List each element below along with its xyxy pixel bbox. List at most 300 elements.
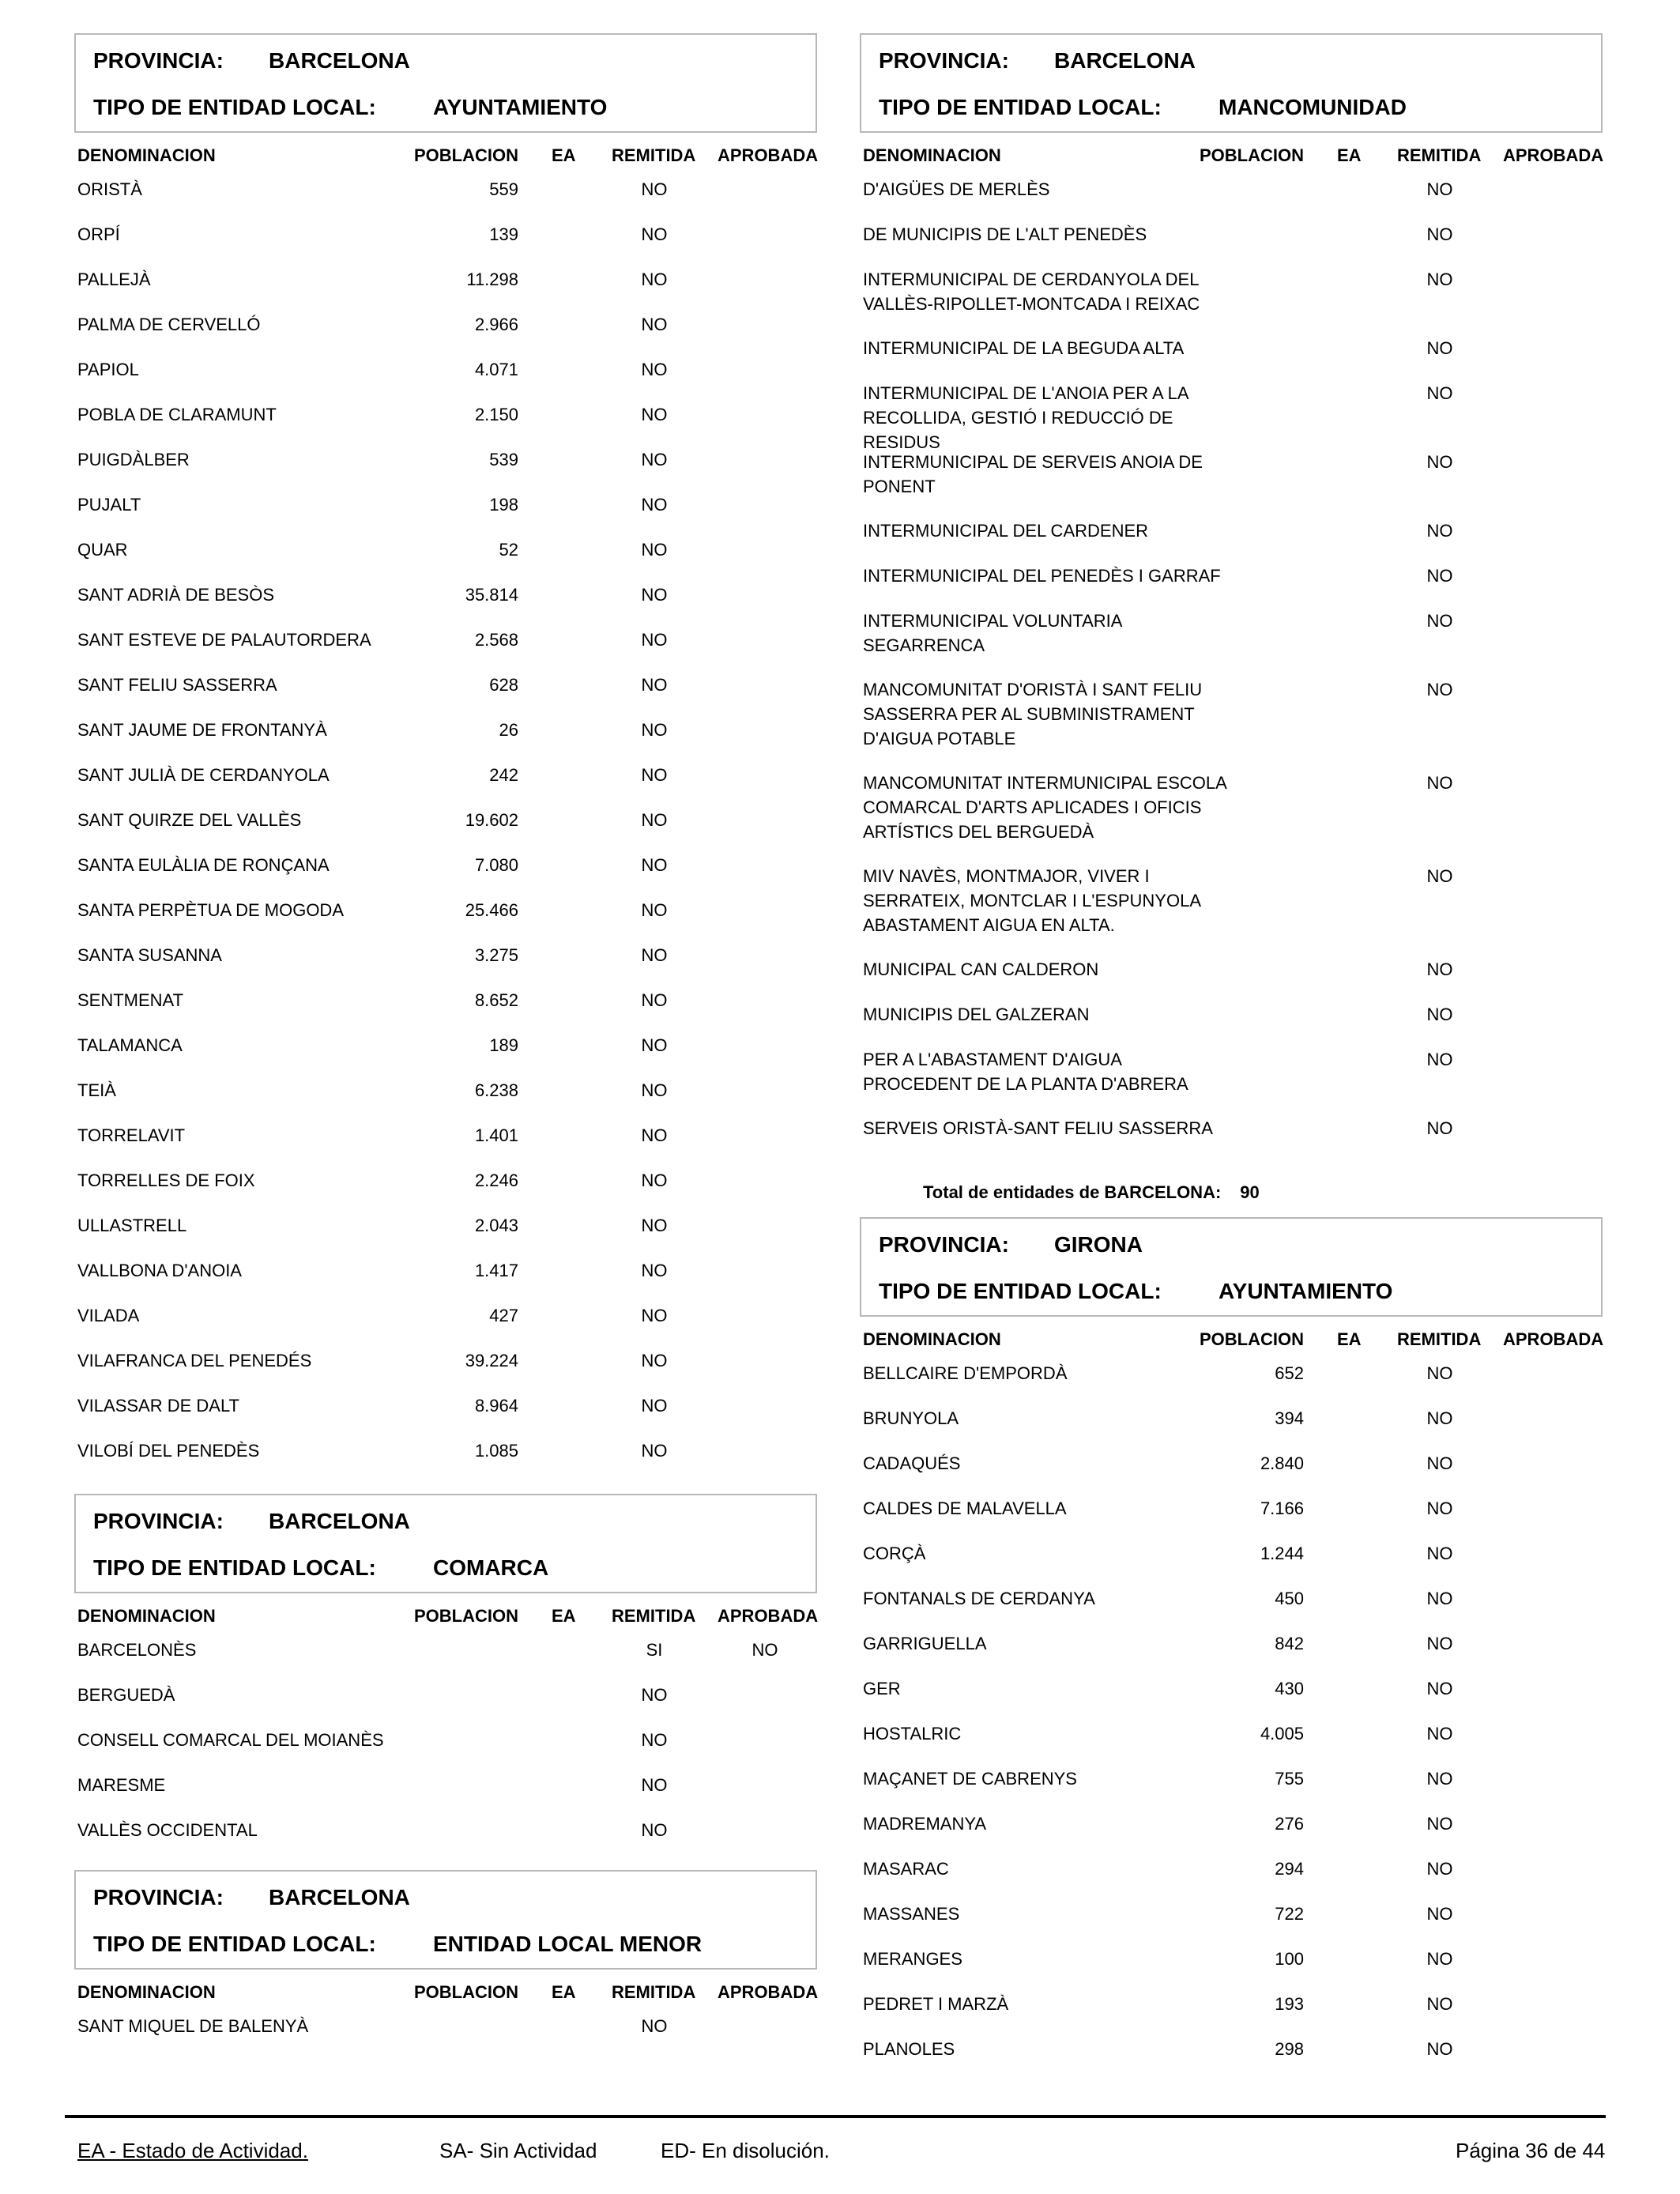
poblacion-cell: 539 bbox=[489, 450, 518, 469]
denominacion-cell: INTERMUNICIPAL VOLUNTARIA SEGARRENCA bbox=[863, 611, 1122, 655]
col-denominacion: DENOMINACION bbox=[863, 145, 1001, 165]
denominacion-cell: SANT ESTEVE DE PALAUTORDERA bbox=[77, 630, 371, 650]
provincia-value: BARCELONA bbox=[269, 1509, 410, 1533]
section-3 bbox=[860, 33, 1606, 1161]
remitida-cell: NO bbox=[1426, 959, 1453, 979]
denominacion-cell: PUIGDÀLBER bbox=[77, 450, 190, 469]
table-row bbox=[74, 1638, 820, 1683]
poblacion-cell: 276 bbox=[1275, 1814, 1304, 1834]
provincia-value: GIRONA bbox=[1054, 1232, 1143, 1257]
table-row bbox=[74, 1728, 820, 1773]
denominacion-cell: MASARAC bbox=[863, 1859, 949, 1879]
col-aprobada: APROBADA bbox=[718, 145, 819, 165]
table-row bbox=[74, 1303, 820, 1348]
table-row bbox=[860, 609, 1606, 677]
footer-sa-legend: SA- Sin Actividad bbox=[439, 2139, 597, 2162]
col-remitida: REMITIDA bbox=[612, 145, 696, 165]
provincia-value: BARCELONA bbox=[269, 48, 410, 73]
footer-ea-legend: EA - Estado de Actividad. bbox=[77, 2139, 308, 2162]
section-2 bbox=[74, 1870, 820, 2059]
tipo-entidad-label: TIPO DE ENTIDAD LOCAL: bbox=[879, 95, 1162, 119]
remitida-cell: NO bbox=[1426, 383, 1453, 403]
denominacion-cell: MIV NAVÈS, MONTMAJOR, VIVER I SERRATEIX, MONTCLAR I L'ESPUNYOLA ABASTAMENT AIGUA EN ALTA. bbox=[863, 866, 1200, 935]
col-ea: EA bbox=[1337, 1329, 1362, 1349]
table-row bbox=[74, 222, 820, 267]
provincia-value: BARCELONA bbox=[1054, 48, 1196, 73]
remitida-cell: NO bbox=[641, 450, 668, 469]
denominacion-cell: VILAFRANCA DEL PENEDÉS bbox=[77, 1351, 312, 1370]
table-row bbox=[74, 808, 820, 853]
denominacion-cell: MANCOMUNITAT D'ORISTÀ I SANT FELIU SASSERRA PER AL SUBMINISTRAMENT D'AIGUA POTABLE bbox=[863, 680, 1203, 748]
col-ea: EA bbox=[552, 145, 576, 165]
remitida-cell: NO bbox=[1426, 1814, 1453, 1834]
denominacion-cell: CONSELL COMARCAL DEL MOIANÈS bbox=[77, 1730, 384, 1750]
table-row bbox=[74, 1393, 820, 1438]
remitida-cell: NO bbox=[641, 990, 668, 1010]
table-rows bbox=[860, 1361, 1606, 2082]
col-denominacion: DENOMINACION bbox=[77, 145, 216, 165]
denominacion-cell: CADAQUÉS bbox=[863, 1453, 961, 1473]
denominacion-cell: INTERMUNICIPAL DE CERDANYOLA DEL VALLÈS-RIPOLLET-MONTCADA I REIXAC bbox=[863, 270, 1200, 314]
remitida-cell: NO bbox=[1426, 1498, 1453, 1518]
table-row bbox=[860, 1047, 1606, 1116]
poblacion-cell: 1.244 bbox=[1260, 1544, 1304, 1563]
poblacion-cell: 430 bbox=[1275, 1679, 1304, 1698]
col-poblacion: POBLACION bbox=[1200, 1329, 1304, 1349]
denominacion-cell: DE MUNICIPIS DE L'ALT PENEDÈS bbox=[863, 224, 1147, 244]
remitida-cell: NO bbox=[641, 1351, 668, 1370]
poblacion-cell: 139 bbox=[489, 224, 518, 244]
remitida-cell: SI bbox=[646, 1640, 663, 1660]
table-row bbox=[860, 177, 1606, 222]
table-row bbox=[860, 1676, 1606, 1721]
poblacion-cell: 2.150 bbox=[474, 405, 518, 424]
remitida-cell: NO bbox=[641, 360, 668, 379]
denominacion-cell: INTERMUNICIPAL DEL CARDENER bbox=[863, 521, 1149, 541]
section-header bbox=[860, 1217, 1603, 1317]
tipo-entidad-label: TIPO DE ENTIDAD LOCAL: bbox=[93, 1932, 376, 1956]
table-row bbox=[74, 1348, 820, 1393]
table-row bbox=[74, 718, 820, 763]
remitida-cell: NO bbox=[1426, 680, 1453, 699]
denominacion-cell: MANCOMUNITAT INTERMUNICIPAL ESCOLA COMARCAL D'ARTS APLICADES I OFICIS ARTÍSTICS DEL BERGUEDÀ bbox=[863, 773, 1226, 842]
poblacion-cell: 198 bbox=[489, 495, 518, 515]
table-row bbox=[74, 537, 820, 582]
provincia-label: PROVINCIA: bbox=[93, 1885, 224, 1909]
denominacion-cell: HOSTALRIC bbox=[863, 1724, 962, 1744]
poblacion-cell: 242 bbox=[489, 765, 518, 785]
remitida-cell: NO bbox=[641, 720, 668, 740]
poblacion-cell: 52 bbox=[499, 540, 518, 560]
remitida-cell: NO bbox=[1426, 1904, 1453, 1924]
col-remitida: REMITIDA bbox=[1397, 145, 1482, 165]
denominacion-cell: MASSANES bbox=[863, 1904, 960, 1924]
table-row bbox=[860, 1857, 1606, 1902]
table-row bbox=[860, 1992, 1606, 2037]
tipo-entidad-value: COMARCA bbox=[433, 1555, 549, 1580]
tipo-entidad-value: MANCOMUNIDAD bbox=[1219, 95, 1407, 119]
remitida-cell: NO bbox=[1426, 1949, 1453, 1969]
table-row bbox=[860, 1721, 1606, 1766]
col-aprobada: APROBADA bbox=[718, 1606, 819, 1626]
denominacion-cell: VILADA bbox=[77, 1306, 140, 1325]
remitida-cell: NO bbox=[641, 585, 668, 605]
denominacion-cell: PAPIOL bbox=[77, 360, 139, 379]
denominacion-cell: D'AIGÜES DE MERLÈS bbox=[863, 179, 1050, 199]
table-row bbox=[860, 1406, 1606, 1451]
remitida-cell: NO bbox=[1426, 1994, 1453, 2014]
denominacion-cell: BARCELONÈS bbox=[77, 1640, 197, 1660]
table-row bbox=[860, 677, 1606, 771]
table-rows bbox=[74, 177, 820, 1483]
table-row bbox=[74, 1818, 820, 1863]
table-row bbox=[860, 957, 1606, 1002]
denominacion-cell: GER bbox=[863, 1679, 901, 1698]
remitida-cell: NO bbox=[641, 675, 668, 695]
remitida-cell: NO bbox=[641, 1261, 668, 1280]
denominacion-cell: SANTA SUSANNA bbox=[77, 945, 222, 965]
table-row bbox=[74, 943, 820, 988]
poblacion-cell: 7.166 bbox=[1260, 1498, 1304, 1518]
remitida-cell: NO bbox=[641, 855, 668, 875]
col-poblacion: POBLACION bbox=[414, 145, 518, 165]
denominacion-cell: VILASSAR DE DALT bbox=[77, 1396, 239, 1416]
remitida-cell: NO bbox=[641, 2016, 668, 2036]
col-aprobada: APROBADA bbox=[1503, 1329, 1604, 1349]
denominacion-cell: PLANOLES bbox=[863, 2039, 955, 2059]
remitida-cell: NO bbox=[1426, 338, 1453, 358]
table-row bbox=[860, 1766, 1606, 1811]
table-row bbox=[74, 267, 820, 312]
remitida-cell: NO bbox=[1426, 773, 1453, 793]
table-row bbox=[860, 1811, 1606, 1857]
poblacion-cell: 2.568 bbox=[474, 630, 518, 650]
denominacion-cell: SANT QUIRZE DEL VALLÈS bbox=[77, 810, 302, 830]
denominacion-cell: TORRELAVIT bbox=[77, 1125, 186, 1145]
denominacion-cell: SANT FELIU SASSERRA bbox=[77, 675, 277, 695]
poblacion-cell: 4.005 bbox=[1260, 1724, 1304, 1744]
poblacion-cell: 755 bbox=[1275, 1769, 1304, 1789]
table-row bbox=[860, 1631, 1606, 1676]
denominacion-cell: CORÇÀ bbox=[863, 1544, 926, 1563]
table-row bbox=[860, 1116, 1606, 1161]
remitida-cell: NO bbox=[1426, 1859, 1453, 1879]
denominacion-cell: BERGUEDÀ bbox=[77, 1685, 175, 1705]
table-row bbox=[860, 1902, 1606, 1947]
poblacion-cell: 189 bbox=[489, 1035, 518, 1055]
poblacion-cell: 2.246 bbox=[474, 1171, 518, 1190]
footer-rule bbox=[65, 2115, 1606, 2118]
aprobada-cell: NO bbox=[751, 1640, 778, 1660]
table-row bbox=[860, 1002, 1606, 1047]
table-row bbox=[74, 447, 820, 492]
denominacion-cell: SANTA PERPÈTUA DE MOGODA bbox=[77, 900, 344, 920]
provincia-label: PROVINCIA: bbox=[93, 1509, 224, 1533]
table-row bbox=[74, 492, 820, 537]
poblacion-cell: 1.417 bbox=[474, 1261, 518, 1280]
poblacion-cell: 39.224 bbox=[465, 1351, 518, 1370]
remitida-cell: NO bbox=[641, 1035, 668, 1055]
provincia-label: PROVINCIA: bbox=[93, 48, 224, 73]
table-row bbox=[74, 898, 820, 943]
remitida-cell: NO bbox=[641, 1775, 668, 1795]
table-row bbox=[74, 1258, 820, 1303]
table-row bbox=[74, 1438, 820, 1483]
table-row bbox=[860, 771, 1606, 864]
col-remitida: REMITIDA bbox=[612, 1982, 696, 2002]
remitida-cell: NO bbox=[1426, 1634, 1453, 1653]
section-header bbox=[74, 1870, 817, 1970]
table-row bbox=[74, 1773, 820, 1818]
table-row bbox=[74, 1168, 820, 1213]
table-row bbox=[860, 336, 1606, 381]
denominacion-cell: INTERMUNICIPAL DE L'ANOIA PER A LA RECOLLIDA, GESTIÓ I REDUCCIÓ DE RESIDUS bbox=[863, 383, 1188, 452]
footer-ed-legend: ED- En disolución. bbox=[661, 2139, 830, 2162]
denominacion-cell: MUNICIPAL CAN CALDERON bbox=[863, 959, 1099, 979]
denominacion-cell: MARESME bbox=[77, 1775, 166, 1795]
poblacion-cell: 193 bbox=[1275, 1994, 1304, 2014]
table-row bbox=[860, 222, 1606, 267]
tipo-entidad-label: TIPO DE ENTIDAD LOCAL: bbox=[879, 1279, 1162, 1303]
remitida-cell: NO bbox=[641, 1306, 668, 1325]
col-poblacion: POBLACION bbox=[1200, 145, 1304, 165]
denominacion-cell: BELLCAIRE D'EMPORDÀ bbox=[863, 1363, 1068, 1383]
remitida-cell: NO bbox=[641, 1396, 668, 1416]
denominacion-cell: MERANGES bbox=[863, 1949, 962, 1969]
table-row bbox=[74, 628, 820, 673]
remitida-cell: NO bbox=[1426, 566, 1453, 586]
table-row bbox=[74, 1123, 820, 1168]
denominacion-cell: FONTANALS DE CERDANYA bbox=[863, 1589, 1095, 1608]
denominacion-cell: VALLÈS OCCIDENTAL bbox=[77, 1820, 258, 1840]
col-denominacion: DENOMINACION bbox=[77, 1982, 216, 2002]
remitida-cell: NO bbox=[641, 315, 668, 334]
tipo-entidad-value: AYUNTAMIENTO bbox=[1219, 1279, 1393, 1303]
denominacion-cell: PER A L'ABASTAMENT D'AIGUA PROCEDENT DE LA PLANTA D'ABRERA bbox=[863, 1050, 1188, 1094]
poblacion-cell: 298 bbox=[1275, 2039, 1304, 2059]
remitida-cell: NO bbox=[1426, 1005, 1453, 1024]
denominacion-cell: SANT JAUME DE FRONTANYÀ bbox=[77, 720, 327, 740]
denominacion-cell: POBLA DE CLARAMUNT bbox=[77, 405, 277, 424]
poblacion-cell: 8.652 bbox=[474, 990, 518, 1010]
poblacion-cell: 8.964 bbox=[474, 1396, 518, 1416]
remitida-cell: NO bbox=[1426, 866, 1453, 886]
total-entities bbox=[923, 1182, 1260, 1203]
poblacion-cell: 3.275 bbox=[474, 945, 518, 965]
poblacion-cell: 559 bbox=[489, 179, 518, 199]
table-row bbox=[860, 564, 1606, 609]
poblacion-cell: 100 bbox=[1275, 1949, 1304, 1969]
remitida-cell: NO bbox=[641, 900, 668, 920]
table-row bbox=[74, 988, 820, 1033]
denominacion-cell: CALDES DE MALAVELLA bbox=[863, 1498, 1067, 1518]
table-rows bbox=[74, 2014, 820, 2059]
remitida-cell: NO bbox=[641, 270, 668, 289]
remitida-cell: NO bbox=[1426, 1544, 1453, 1563]
remitida-cell: NO bbox=[1426, 1118, 1453, 1138]
poblacion-cell: 652 bbox=[1275, 1363, 1304, 1383]
remitida-cell: NO bbox=[1426, 1769, 1453, 1789]
tipo-entidad-value: ENTIDAD LOCAL MENOR bbox=[433, 1932, 703, 1956]
table-row bbox=[74, 582, 820, 628]
remitida-cell: NO bbox=[641, 540, 668, 560]
remitida-cell: NO bbox=[641, 179, 668, 199]
remitida-cell: NO bbox=[641, 765, 668, 785]
remitida-cell: NO bbox=[641, 1125, 668, 1145]
denominacion-cell: SERVEIS ORISTÀ-SANT FELIU SASSERRA bbox=[863, 1118, 1213, 1138]
tipo-entidad-value: AYUNTAMIENTO bbox=[433, 95, 608, 119]
table-row bbox=[74, 853, 820, 898]
col-denominacion: DENOMINACION bbox=[863, 1329, 1001, 1349]
table-row bbox=[860, 267, 1606, 336]
section-4 bbox=[860, 1217, 1606, 2082]
col-aprobada: APROBADA bbox=[718, 1982, 819, 2002]
remitida-cell: NO bbox=[1426, 1453, 1453, 1473]
remitida-cell: NO bbox=[641, 1441, 668, 1461]
denominacion-cell: MAÇANET DE CABRENYS bbox=[863, 1769, 1077, 1789]
table-row bbox=[860, 864, 1606, 957]
remitida-cell: NO bbox=[1426, 521, 1453, 541]
denominacion-cell: PALLEJÀ bbox=[77, 270, 151, 289]
table-row bbox=[74, 1683, 820, 1728]
column-headers bbox=[74, 1970, 820, 2014]
denominacion-cell: GARRIGUELLA bbox=[863, 1634, 987, 1653]
denominacion-cell: SANTA EULÀLIA DE RONÇANA bbox=[77, 855, 330, 875]
section-header bbox=[74, 1494, 817, 1593]
column-headers bbox=[860, 133, 1606, 177]
remitida-cell: NO bbox=[1426, 1363, 1453, 1383]
remitida-cell: NO bbox=[1426, 1724, 1453, 1744]
denominacion-cell: INTERMUNICIPAL DE LA BEGUDA ALTA bbox=[863, 338, 1185, 358]
remitida-cell: NO bbox=[641, 1820, 668, 1840]
denominacion-cell: INTERMUNICIPAL DE SERVEIS ANOIA DE PONENT bbox=[863, 452, 1203, 496]
col-ea: EA bbox=[552, 1606, 576, 1626]
poblacion-cell: 1.401 bbox=[474, 1125, 518, 1145]
poblacion-cell: 842 bbox=[1275, 1634, 1304, 1653]
col-aprobada: APROBADA bbox=[1503, 145, 1604, 165]
poblacion-cell: 427 bbox=[489, 1306, 518, 1325]
table-row bbox=[860, 450, 1606, 518]
denominacion-cell: TEIÀ bbox=[77, 1080, 116, 1100]
denominacion-cell: SANT JULIÀ DE CERDANYOLA bbox=[77, 765, 330, 785]
denominacion-cell: SANT ADRIÀ DE BESÒS bbox=[77, 585, 275, 605]
remitida-cell: NO bbox=[1426, 1589, 1453, 1608]
table-row bbox=[74, 1213, 820, 1258]
table-row bbox=[860, 1361, 1606, 1406]
denominacion-cell: VILOBÍ DEL PENEDÈS bbox=[77, 1441, 260, 1461]
table-row bbox=[74, 1078, 820, 1123]
table-row bbox=[74, 1033, 820, 1078]
col-ea: EA bbox=[1337, 145, 1362, 165]
provincia-value: BARCELONA bbox=[269, 1885, 410, 1909]
table-row bbox=[74, 763, 820, 808]
remitida-cell: NO bbox=[641, 1216, 668, 1235]
poblacion-cell: 4.071 bbox=[474, 360, 518, 379]
provincia-label: PROVINCIA: bbox=[879, 48, 1009, 73]
tipo-entidad-label: TIPO DE ENTIDAD LOCAL: bbox=[93, 1555, 376, 1580]
section-header bbox=[74, 33, 817, 133]
denominacion-cell: ORISTÀ bbox=[77, 179, 142, 199]
page-number: Página 36 de 44 bbox=[1456, 2139, 1606, 2162]
table-row bbox=[860, 1496, 1606, 1541]
poblacion-cell: 394 bbox=[1275, 1408, 1304, 1428]
table-row bbox=[860, 381, 1606, 450]
denominacion-cell: ULLASTRELL bbox=[77, 1216, 187, 1235]
poblacion-cell: 7.080 bbox=[474, 855, 518, 875]
col-poblacion: POBLACION bbox=[414, 1606, 518, 1626]
remitida-cell: NO bbox=[641, 495, 668, 515]
remitida-cell: NO bbox=[641, 1685, 668, 1705]
remitida-cell: NO bbox=[1426, 2039, 1453, 2059]
col-remitida: REMITIDA bbox=[612, 1606, 696, 1626]
denominacion-cell: MUNICIPIS DEL GALZERAN bbox=[863, 1005, 1090, 1024]
remitida-cell: NO bbox=[641, 1171, 668, 1190]
remitida-cell: NO bbox=[1426, 1679, 1453, 1698]
remitida-cell: NO bbox=[1426, 611, 1453, 631]
poblacion-cell: 2.043 bbox=[474, 1216, 518, 1235]
total-label: Total de entidades de BARCELONA: bbox=[923, 1182, 1222, 1202]
column-headers bbox=[74, 1593, 820, 1638]
section-0 bbox=[74, 33, 820, 1483]
remitida-cell: NO bbox=[1426, 1408, 1453, 1428]
denominacion-cell: SENTMENAT bbox=[77, 990, 184, 1010]
table-row bbox=[860, 1451, 1606, 1496]
denominacion-cell: QUAR bbox=[77, 540, 128, 560]
remitida-cell: NO bbox=[1426, 452, 1453, 472]
table-row bbox=[860, 518, 1606, 564]
denominacion-cell: PEDRET I MARZÀ bbox=[863, 1994, 1009, 2014]
col-ea: EA bbox=[552, 1982, 576, 2002]
denominacion-cell: INTERMUNICIPAL DEL PENEDÈS I GARRAF bbox=[863, 566, 1221, 586]
table-rows bbox=[74, 1638, 820, 1863]
poblacion-cell: 2.966 bbox=[474, 315, 518, 334]
poblacion-cell: 26 bbox=[499, 720, 518, 740]
poblacion-cell: 628 bbox=[489, 675, 518, 695]
denominacion-cell: TALAMANCA bbox=[77, 1035, 183, 1055]
remitida-cell: NO bbox=[1426, 224, 1453, 244]
section-1 bbox=[74, 1494, 820, 1863]
poblacion-cell: 19.602 bbox=[465, 810, 518, 830]
denominacion-cell: PUJALT bbox=[77, 495, 141, 515]
total-value: 90 bbox=[1240, 1182, 1260, 1202]
table-row bbox=[74, 357, 820, 402]
tipo-entidad-label: TIPO DE ENTIDAD LOCAL: bbox=[93, 95, 376, 119]
table-row bbox=[860, 1541, 1606, 1586]
poblacion-cell: 450 bbox=[1275, 1589, 1304, 1608]
provincia-label: PROVINCIA: bbox=[879, 1232, 1009, 1257]
remitida-cell: NO bbox=[1426, 179, 1453, 199]
col-poblacion: POBLACION bbox=[414, 1982, 518, 2002]
poblacion-cell: 6.238 bbox=[474, 1080, 518, 1100]
column-headers bbox=[860, 1317, 1606, 1361]
poblacion-cell: 25.466 bbox=[465, 900, 518, 920]
section-header bbox=[860, 33, 1603, 133]
remitida-cell: NO bbox=[641, 810, 668, 830]
col-remitida: REMITIDA bbox=[1397, 1329, 1482, 1349]
poblacion-cell: 35.814 bbox=[465, 585, 518, 605]
poblacion-cell: 2.840 bbox=[1260, 1453, 1304, 1473]
remitida-cell: NO bbox=[641, 1730, 668, 1750]
denominacion-cell: ORPÍ bbox=[77, 224, 120, 244]
table-row bbox=[74, 2014, 820, 2059]
table-rows bbox=[860, 177, 1606, 1161]
denominacion-cell: MADREMANYA bbox=[863, 1814, 987, 1834]
table-row bbox=[860, 1947, 1606, 1992]
column-headers bbox=[74, 133, 820, 177]
table-row bbox=[74, 402, 820, 447]
remitida-cell: NO bbox=[1426, 1050, 1453, 1069]
denominacion-cell: BRUNYOLA bbox=[863, 1408, 959, 1428]
